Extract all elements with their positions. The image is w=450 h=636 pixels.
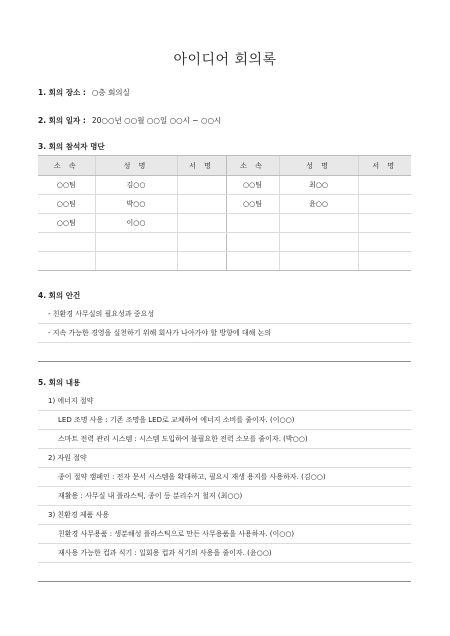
signature-cell[interactable] xyxy=(358,176,411,195)
attendees-table xyxy=(38,155,411,271)
meeting-date-value: 20○○년 ○○월 ○○일 ○○시 ~ ○○시 xyxy=(91,116,222,125)
header-name: 성 명 xyxy=(279,156,358,176)
header-signature: 서 명 xyxy=(177,156,226,176)
table-row xyxy=(38,195,411,214)
meeting-date xyxy=(38,115,221,126)
table-cell: 최○○ xyxy=(279,176,358,195)
signature-cell[interactable] xyxy=(177,176,226,195)
content-list xyxy=(38,392,411,582)
table-cell: 이○○ xyxy=(95,214,177,233)
agenda-item: - 지속 가능한 경영을 실천하기 위해 회사가 나아가야 할 방향에 대해 논의 xyxy=(38,323,411,342)
attendees-header-row xyxy=(38,156,411,176)
header-signature: 서 명 xyxy=(358,156,411,176)
agenda-heading: 4. 회의 안건 xyxy=(38,291,81,300)
table-row xyxy=(38,176,411,195)
table-row xyxy=(38,252,411,271)
table-cell: ○○팀 xyxy=(38,214,95,233)
signature-cell[interactable] xyxy=(358,233,411,252)
meeting-place xyxy=(38,87,130,98)
table-cell xyxy=(38,252,95,271)
header-team: 소 속 xyxy=(38,156,95,176)
blank-line xyxy=(38,342,411,362)
table-cell: 박○○ xyxy=(95,195,177,214)
content-item: 재사용 가능한 컵과 식기 : 일회용 컵과 식기의 사용을 줄이자. (윤○○) xyxy=(38,543,411,562)
meeting-place-label: 1. 회의 장소 : xyxy=(38,88,86,97)
header-name: 성 명 xyxy=(95,156,177,176)
table-cell xyxy=(226,233,279,252)
header-team: 소 속 xyxy=(226,156,279,176)
content-subheading: 1) 에너지 절약 xyxy=(48,397,94,405)
signature-cell[interactable] xyxy=(358,252,411,271)
content-item: 친환경 사무용품 : 생분해성 플라스틱으로 만든 사무용품을 사용하자. (이○○) xyxy=(38,524,411,543)
table-cell: ○○팀 xyxy=(38,195,95,214)
agenda-list xyxy=(38,305,411,362)
content-item: 종이 절약 캠페인 : 전자 문서 시스템을 확대하고, 필요시 재생 용지를 사용하자. (김○○) xyxy=(38,467,411,486)
signature-cell[interactable] xyxy=(177,214,226,233)
content-subheading: 3) 친환경 제품 사용 xyxy=(38,505,411,524)
signature-cell[interactable] xyxy=(177,252,226,271)
attendees-heading: 3. 회의 참석자 명단 xyxy=(38,142,105,151)
signature-cell[interactable] xyxy=(177,195,226,214)
table-cell: ○○팀 xyxy=(226,176,279,195)
table-row xyxy=(38,214,411,233)
table-cell xyxy=(38,233,95,252)
content-item: LED 조명 사용 : 기존 조명을 LED로 교체하여 에너지 소비를 줄이자. (이○○) xyxy=(38,410,411,429)
blank-line xyxy=(38,562,411,582)
meeting-date-label: 2. 회의 일자 : xyxy=(38,116,86,125)
table-cell xyxy=(226,214,279,233)
signature-cell[interactable] xyxy=(358,195,411,214)
content-subheading: 2) 자원 절약 xyxy=(38,448,411,467)
table-cell xyxy=(279,233,358,252)
table-cell xyxy=(95,233,177,252)
table-cell xyxy=(95,252,177,271)
table-cell: ○○팀 xyxy=(38,176,95,195)
signature-cell[interactable] xyxy=(358,214,411,233)
content-item: 재활용 : 사무실 내 플라스틱, 종이 등 분리수거 철저 (최○○) xyxy=(38,486,411,505)
meeting-place-value: ○층 회의실 xyxy=(91,88,130,97)
table-cell: ○○팀 xyxy=(226,195,279,214)
table-cell xyxy=(226,252,279,271)
content-heading: 5. 회의 내용 xyxy=(38,378,81,387)
page-title: 아이디어 회의록 xyxy=(173,52,277,68)
agenda-item: - 친환경 사무실의 필요성과 중요성 xyxy=(48,310,155,318)
table-cell: 윤○○ xyxy=(279,195,358,214)
table-cell xyxy=(279,214,358,233)
signature-cell[interactable] xyxy=(177,233,226,252)
table-row xyxy=(38,233,411,252)
table-cell: 김○○ xyxy=(95,176,177,195)
content-item: 스마트 전력 관리 시스템 : 시스템 도입하여 불필요한 전력 소모를 줄이자. (박○○) xyxy=(38,429,411,448)
table-cell xyxy=(279,252,358,271)
